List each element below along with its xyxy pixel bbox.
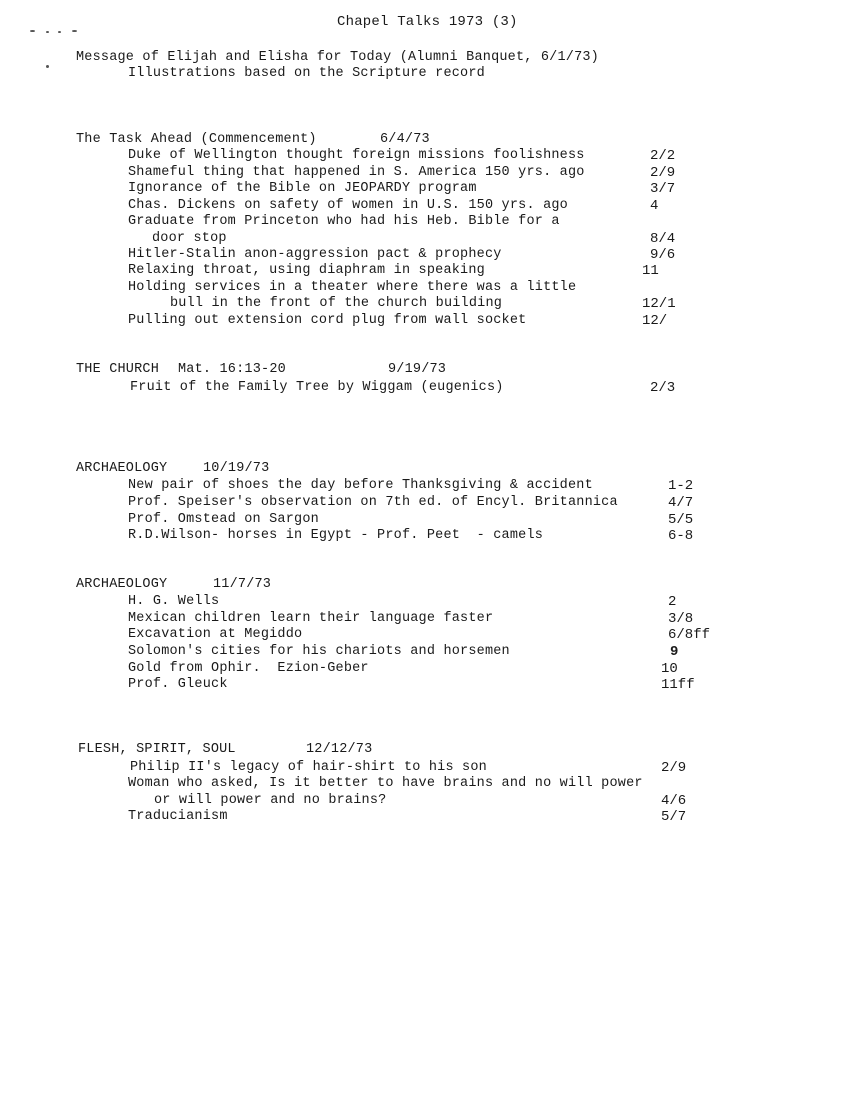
section-heading: THE CHURCH	[76, 362, 160, 377]
list-item: Woman who asked, Is it better to have brains and no will power	[128, 776, 643, 791]
page-ref: 1-2	[668, 478, 694, 494]
ink-speck	[72, 30, 77, 32]
list-item: Solomon's cities for his chariots and horsemen	[128, 644, 510, 659]
page-ref: 2/3	[650, 380, 676, 396]
list-item: Fruit of the Family Tree by Wiggam (eugenics)	[130, 380, 504, 395]
section-date: 9/19/73	[388, 362, 447, 377]
section-subheading: Mat. 16:13-20	[178, 362, 286, 377]
list-item: Philip II's legacy of hair-shirt to his son	[130, 760, 487, 775]
page-ref: 4/6	[661, 793, 687, 809]
list-item: New pair of shoes the day before Thanksgiving & accident	[128, 478, 593, 493]
list-item: Duke of Wellington thought foreign missions foolishness	[128, 148, 585, 163]
page-title: Chapel Talks 1973 (3)	[337, 14, 518, 30]
page-ref: 2/2	[650, 148, 676, 164]
list-item: Gold from Ophir. Ezion-Geber	[128, 661, 369, 676]
list-item: R.D.Wilson- horses in Egypt - Prof. Peet - camels	[128, 528, 544, 543]
section-heading: The Task Ahead (Commencement)	[76, 132, 317, 147]
list-item: Ignorance of the Bible on JEOPARDY program	[128, 181, 477, 196]
page-ref: 2	[668, 594, 677, 610]
ink-speck	[46, 31, 49, 33]
section-date: 6/4/73	[380, 132, 430, 147]
list-item: Excavation at Megiddo	[128, 627, 303, 642]
list-item-continuation: or will power and no brains?	[154, 793, 387, 808]
list-item: Shameful thing that happened in S. America 150 yrs. ago	[128, 165, 585, 180]
list-item: H. G. Wells	[128, 594, 220, 609]
list-item-continuation: door stop	[152, 231, 227, 246]
intro-subline: Illustrations based on the Scripture record	[128, 66, 485, 81]
page-ref: 3/7	[650, 181, 676, 197]
page-ref: 12/	[642, 313, 668, 329]
list-item: Pulling out extension cord plug from wall socket	[128, 313, 527, 328]
page-ref: 6-8	[668, 528, 694, 544]
section-heading: ARCHAEOLOGY	[76, 577, 168, 592]
list-item: Hitler-Stalin anon-aggression pact & prophecy	[128, 247, 502, 262]
section-date: 10/19/73	[203, 461, 270, 476]
page-ref: 12/1	[642, 296, 676, 312]
list-item: Graduate from Princeton who had his Heb. Bible for a	[128, 214, 560, 229]
section-heading: FLESH, SPIRIT, SOUL	[78, 742, 236, 757]
page-ref: 9/6	[650, 247, 676, 263]
page-ref: 5/5	[668, 512, 694, 528]
list-item: Prof. Gleuck	[128, 677, 228, 692]
page-ref: 2/9	[650, 165, 676, 181]
ink-speck	[58, 31, 61, 33]
section-date: 12/12/73	[306, 742, 373, 757]
list-item: Chas. Dickens on safety of women in U.S. 150 yrs. ago	[128, 198, 568, 213]
page-ref: 4/7	[668, 495, 694, 511]
page-ref: 11ff	[661, 677, 695, 693]
list-item: Traducianism	[128, 809, 228, 824]
list-item: Prof. Speiser's observation on 7th ed. of Encyl. Britannica	[128, 495, 618, 510]
page-ref: 10	[661, 661, 678, 677]
intro-heading: Message of Elijah and Elisha for Today (Alumni Banquet, 6/1/73)	[76, 50, 599, 65]
list-item: Prof. Omstead on Sargon	[128, 512, 319, 527]
page-ref: 11	[642, 263, 659, 279]
ink-speck	[30, 30, 35, 32]
section-heading: ARCHAEOLOGY	[76, 461, 168, 476]
page-ref: 2/9	[661, 760, 687, 776]
page-ref: 3/8	[668, 611, 694, 627]
list-item: Holding services in a theater where there was a little	[128, 280, 577, 295]
list-item: Relaxing throat, using diaphram in speaking	[128, 263, 485, 278]
page-ref: 6/8ff	[668, 627, 711, 643]
page-ref: 5/7	[661, 809, 687, 825]
page-ref: 8/4	[650, 231, 676, 247]
page-ref: 4	[650, 198, 659, 214]
section-date: 11/7/73	[213, 577, 272, 592]
list-item: Mexican children learn their language faster	[128, 611, 494, 626]
list-item-continuation: bull in the front of the church building	[170, 296, 503, 311]
page-ref: 9	[670, 644, 679, 660]
ink-speck	[46, 65, 49, 68]
